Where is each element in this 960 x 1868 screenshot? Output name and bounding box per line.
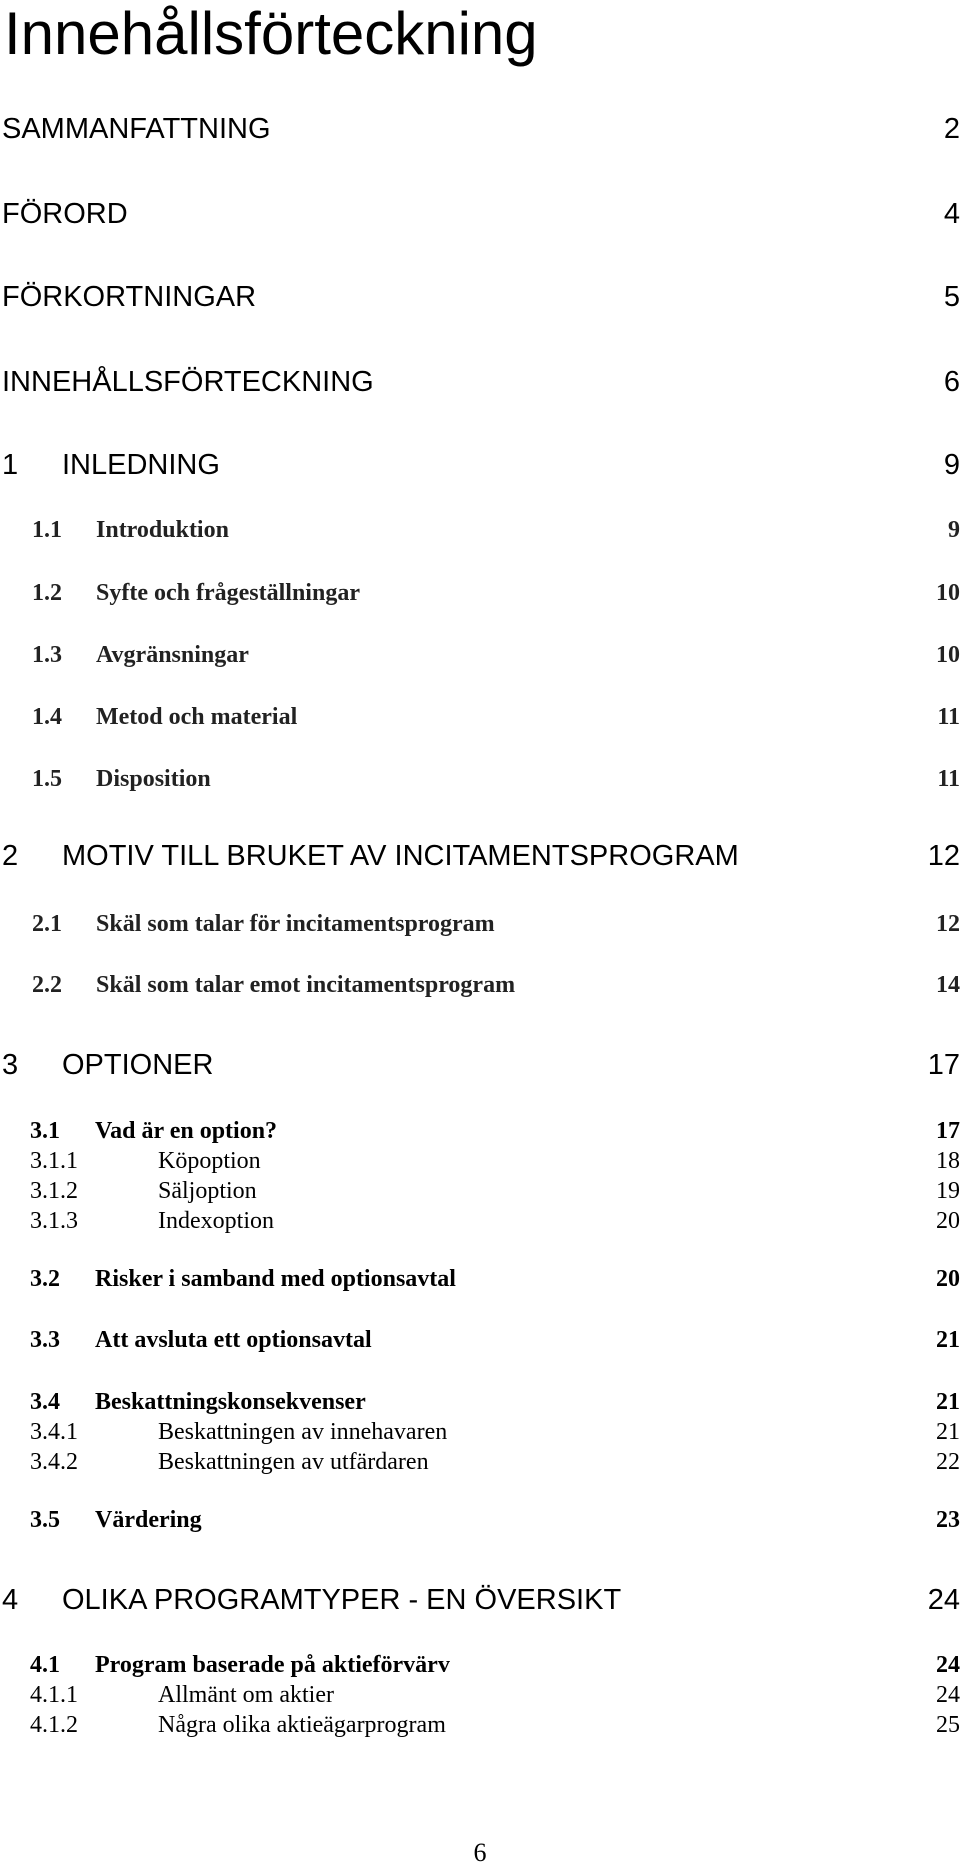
page-number: 6 — [473, 1838, 487, 1867]
toc-section[interactable] — [0, 1385, 960, 1419]
toc-entry-page: 17 — [927, 1049, 960, 1081]
toc-entry-page: 2 — [943, 113, 960, 145]
toc-entry[interactable] — [0, 280, 960, 314]
toc-section[interactable] — [0, 1503, 960, 1537]
toc-entry-title: Skäl som talar emot incitamentsprogram — [96, 972, 516, 998]
toc-entry[interactable] — [0, 365, 960, 399]
toc-entry-number: 3 — [2, 1049, 19, 1081]
toc-entry-number: 3.1 — [30, 1118, 60, 1144]
toc-entry-page: 21 — [936, 1419, 960, 1445]
toc-entry-page: 9 — [943, 449, 960, 481]
toc-section[interactable] — [0, 762, 960, 796]
toc-section[interactable] — [0, 1262, 960, 1296]
toc-entry-title: Syfte och frågeställningar — [96, 580, 360, 606]
toc-entry-title: Värdering — [95, 1507, 202, 1533]
toc-entry-title: SAMMANFATTNING — [2, 113, 271, 145]
toc-entry-title: Avgränsningar — [96, 642, 249, 668]
toc-entry-number: 3.3 — [30, 1327, 60, 1353]
toc-entry-title: OLIKA PROGRAMTYPER - EN ÖVERSIKT — [62, 1584, 622, 1616]
toc-entry-number: 1.3 — [32, 642, 62, 668]
toc-entry-number: 4.1.2 — [30, 1712, 78, 1738]
toc-entry-number: 1.1 — [32, 517, 62, 543]
toc-section[interactable] — [0, 968, 960, 1002]
toc-entry-number: 1.2 — [32, 580, 62, 606]
toc-chapter[interactable] — [0, 1583, 960, 1617]
toc-entry-title: Säljoption — [158, 1178, 257, 1204]
toc-entry-title: Beskattningen av utfärdaren — [158, 1449, 429, 1475]
toc-subsection[interactable] — [0, 1445, 960, 1479]
toc-entry-number: 4 — [2, 1584, 19, 1616]
toc-entry-title: Metod och material — [96, 704, 298, 730]
toc-entry-page: 12 — [927, 840, 960, 872]
toc-section[interactable] — [0, 576, 960, 610]
toc-entry-title: OPTIONER — [62, 1049, 214, 1081]
toc-entry-page: 11 — [937, 766, 960, 792]
toc-entry-page: 6 — [943, 366, 960, 398]
toc-entry-page: 22 — [936, 1449, 960, 1475]
toc-chapter[interactable] — [0, 839, 960, 873]
toc-entry-page: 24 — [927, 1584, 960, 1616]
toc-entry-title: Allmänt om aktier — [158, 1682, 334, 1708]
toc-entry-title: Program baserade på aktieförvärv — [95, 1652, 450, 1678]
toc-entry-number: 1.4 — [32, 704, 62, 730]
toc-section[interactable] — [0, 513, 960, 547]
toc-entry-title: Vad är en option? — [95, 1118, 278, 1144]
toc-entry-page: 9 — [948, 517, 960, 543]
toc-entry-page: 18 — [936, 1148, 960, 1174]
toc-entry-page: 12 — [936, 911, 960, 937]
toc-entry-number: 3.4.1 — [30, 1419, 78, 1445]
toc-entry-number: 3.5 — [30, 1507, 60, 1533]
toc-entry-page: 17 — [936, 1118, 960, 1144]
toc-subsection[interactable] — [0, 1204, 960, 1238]
toc-subsection[interactable] — [0, 1174, 960, 1208]
toc-entry-title: Risker i samband med optionsavtal — [95, 1266, 456, 1292]
toc-entry-number: 3.1.1 — [30, 1148, 78, 1174]
toc-entry-title: Beskattningskonsekvenser — [95, 1389, 366, 1415]
toc-entry-title: Att avsluta ett optionsavtal — [95, 1327, 372, 1353]
toc-section[interactable] — [0, 638, 960, 672]
toc-subsection[interactable] — [0, 1144, 960, 1178]
toc-chapter[interactable] — [0, 1048, 960, 1082]
toc-entry-title: INLEDNING — [62, 449, 220, 481]
toc-entry-title: Beskattningen av innehavaren — [158, 1419, 448, 1445]
toc-entry-title: FÖRORD — [2, 198, 128, 230]
toc-section[interactable] — [0, 1323, 960, 1357]
toc-entry-number: 3.2 — [30, 1266, 60, 1292]
toc-entry-page: 10 — [936, 580, 960, 606]
toc-entry[interactable] — [0, 197, 960, 231]
toc-entry-page: 23 — [936, 1507, 960, 1533]
toc-subsection[interactable] — [0, 1678, 960, 1712]
toc-entry-page: 19 — [936, 1178, 960, 1204]
toc-entry-title: Skäl som talar för incitamentsprogram — [96, 911, 495, 937]
toc-entry-page: 5 — [943, 281, 960, 313]
toc-entry-number: 1 — [2, 449, 19, 481]
toc-entry-page: 20 — [936, 1208, 960, 1234]
toc-entry-title: Några olika aktieägarprogram — [158, 1712, 446, 1738]
toc-entry-title: INNEHÅLLSFÖRTECKNING — [2, 366, 374, 398]
toc-entry-number: 4.1 — [30, 1652, 60, 1678]
toc-entry-number: 2 — [2, 840, 19, 872]
toc-section[interactable] — [0, 1114, 960, 1148]
toc-entry-page: 21 — [936, 1327, 960, 1353]
toc-entry-title: FÖRKORTNINGAR — [2, 281, 257, 313]
toc-entry-title: Introduktion — [96, 517, 229, 543]
toc-section[interactable] — [0, 1648, 960, 1682]
toc-entry-page: 4 — [943, 198, 960, 230]
toc-entry-number: 3.4 — [30, 1389, 60, 1415]
toc-entry-page: 10 — [936, 642, 960, 668]
toc-subsection[interactable] — [0, 1708, 960, 1742]
toc-section[interactable] — [0, 700, 960, 734]
toc-entry-page: 21 — [936, 1389, 960, 1415]
toc-entry-number: 1.5 — [32, 766, 62, 792]
toc-entry-page: 25 — [936, 1712, 960, 1738]
toc-entry-number: 2.1 — [32, 911, 62, 937]
toc-entry-page: 24 — [936, 1652, 960, 1678]
toc-entry-page: 20 — [936, 1266, 960, 1292]
toc-entry-title: Köpoption — [158, 1148, 261, 1174]
toc-entry-number: 3.1.3 — [30, 1208, 78, 1234]
toc-entry-page: 14 — [936, 972, 960, 998]
toc-entry-title: MOTIV TILL BRUKET AV INCITAMENTSPROGRAM — [62, 840, 739, 872]
toc-entry-number: 2.2 — [32, 972, 62, 998]
toc-entry-title: Disposition — [96, 766, 211, 792]
toc-entry-page: 24 — [936, 1682, 960, 1708]
toc-entry-page: 11 — [937, 704, 960, 730]
toc-subsection[interactable] — [0, 1415, 960, 1449]
toc-entry-title: Indexoption — [158, 1208, 274, 1234]
toc-entry-number: 3.1.2 — [30, 1178, 78, 1204]
toc-entry[interactable] — [0, 112, 960, 146]
toc-entry-number: 4.1.1 — [30, 1682, 78, 1708]
toc-entry-number: 3.4.2 — [30, 1449, 78, 1475]
toc-chapter[interactable] — [0, 448, 960, 482]
toc-section[interactable] — [0, 907, 960, 941]
page-title: Innehållsförteckning — [4, 0, 538, 67]
